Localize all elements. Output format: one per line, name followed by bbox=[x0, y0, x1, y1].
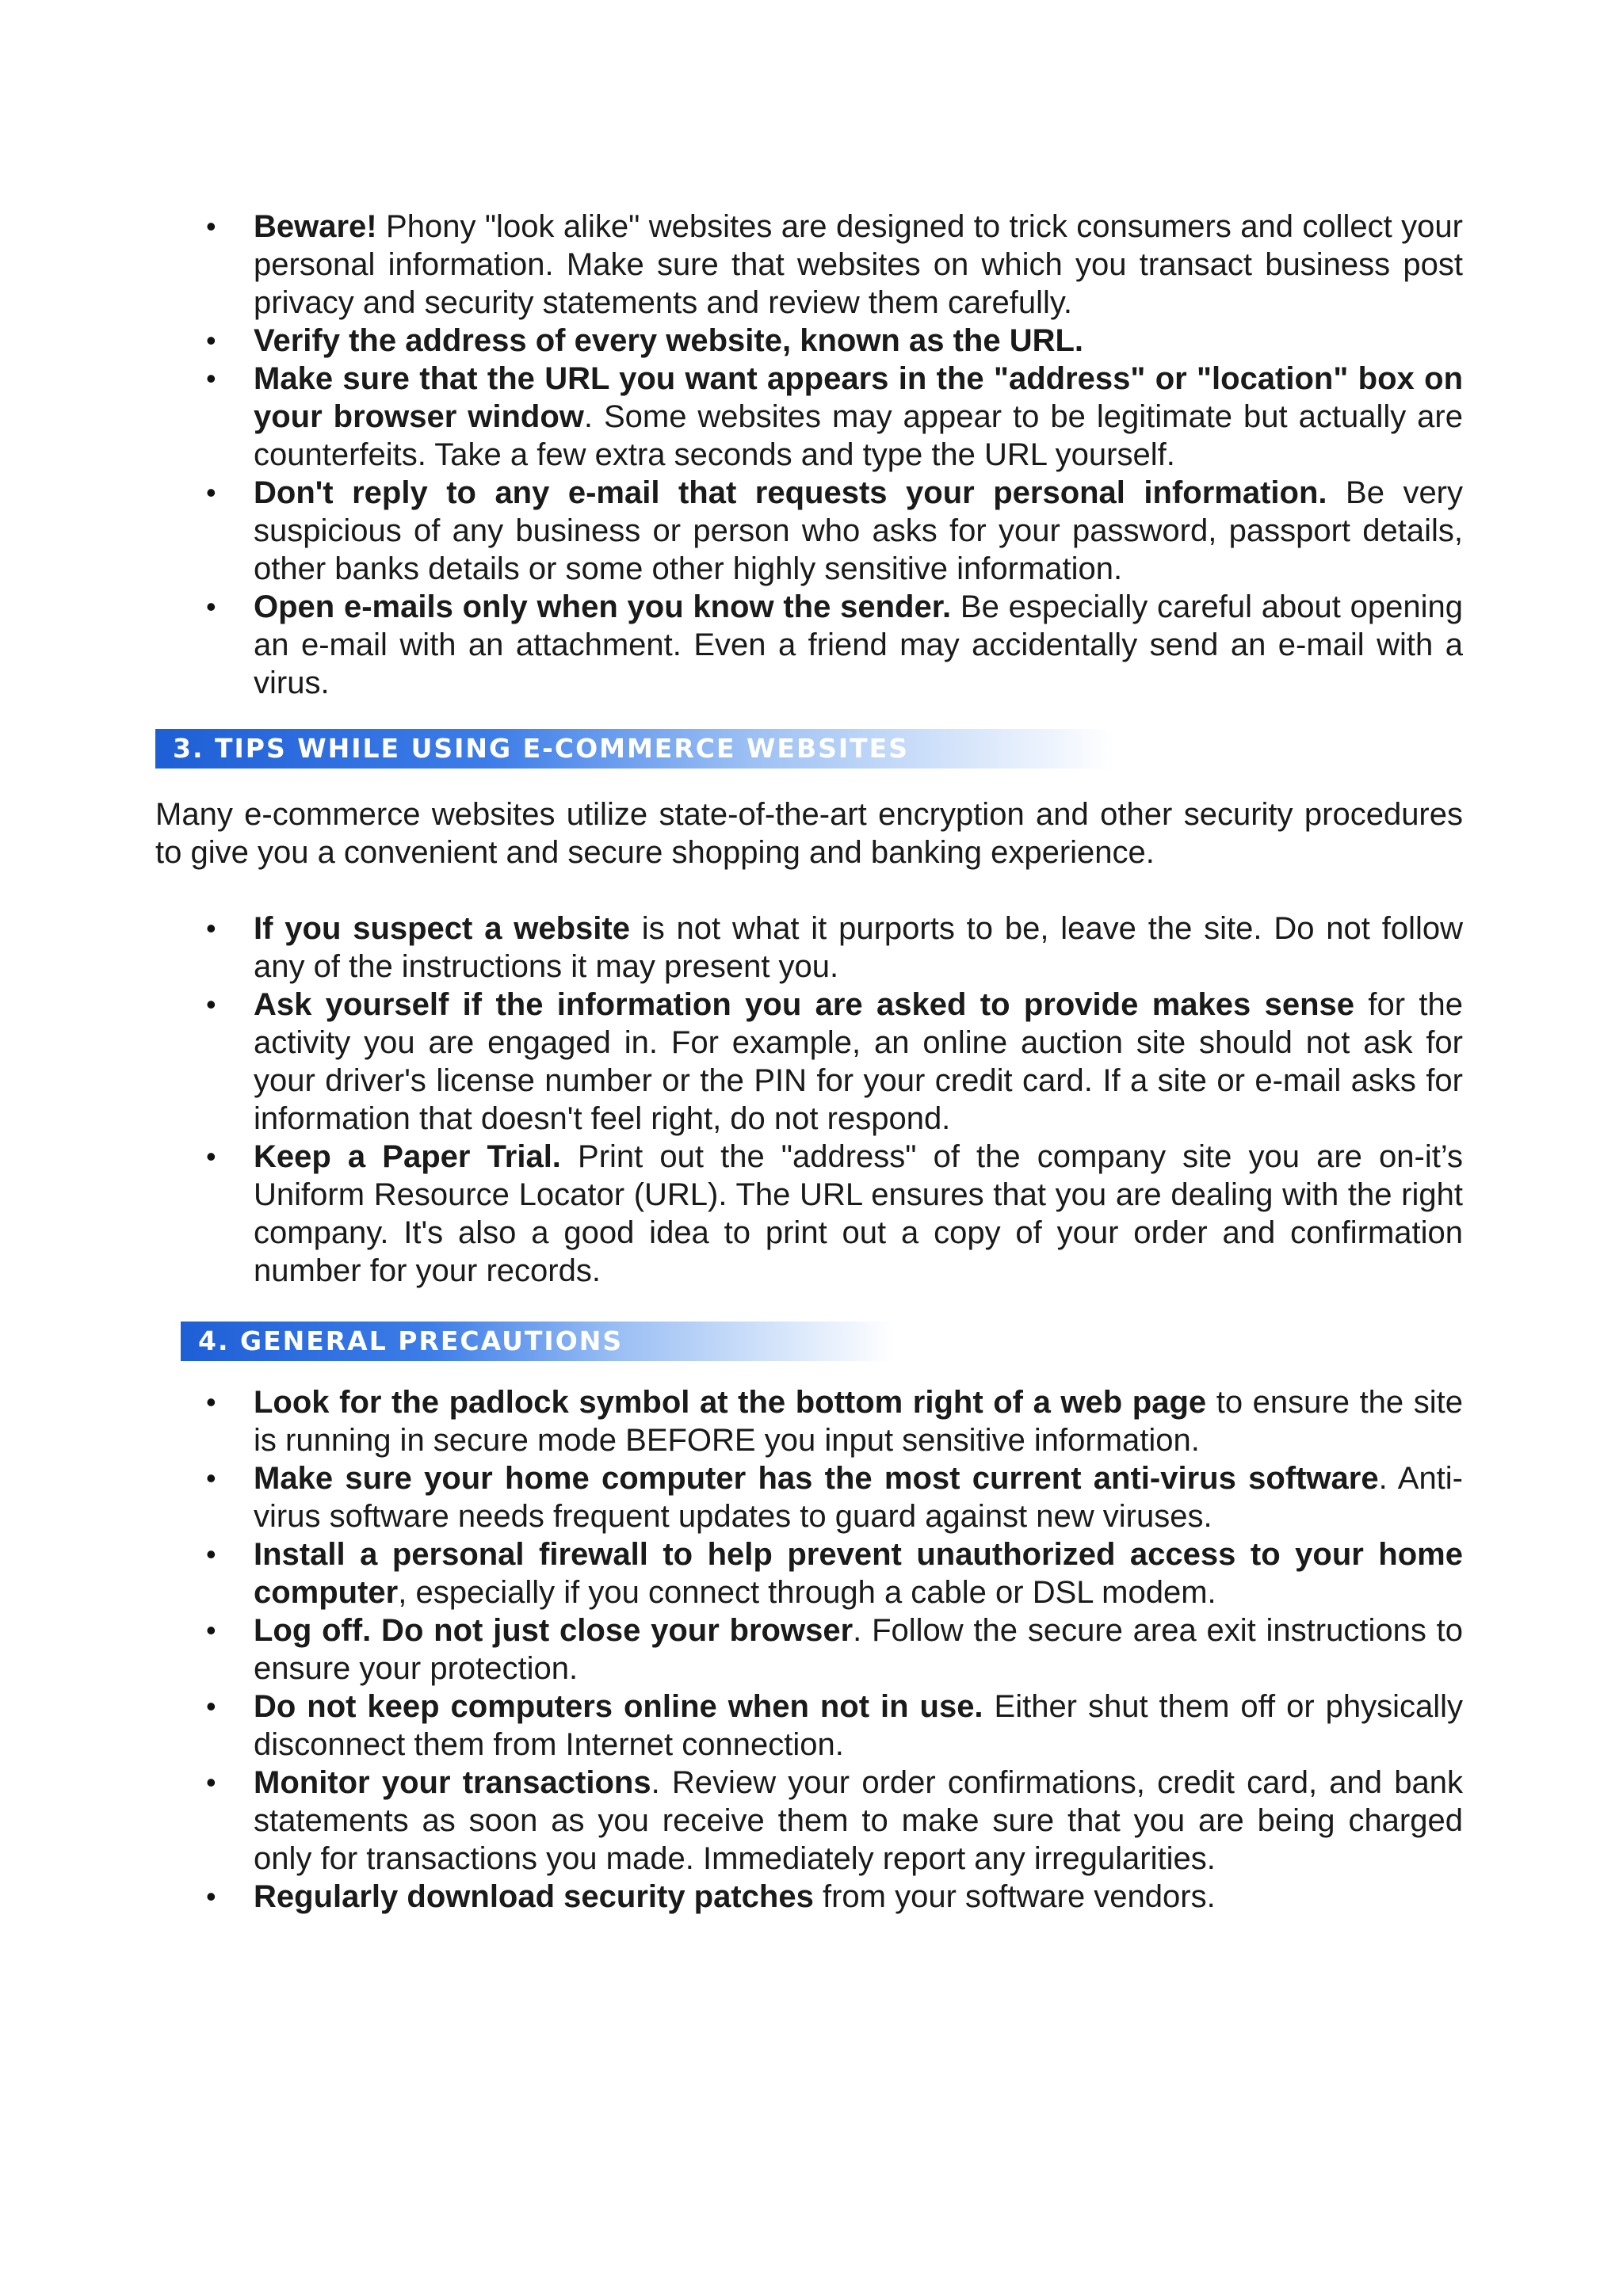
item-bold: Log off. Do not just close your browser bbox=[254, 1613, 854, 1648]
list-item bbox=[254, 322, 1463, 360]
item-text: Be very suspicious of any business or person who asks for your password, passport details, other banks details or some other highly sensitive information. bbox=[254, 475, 1464, 586]
section-4-heading: 4. GENERAL PRECAUTIONS bbox=[181, 1322, 894, 1361]
item-bold: Ask yourself if the information you are asked to provide makes sense bbox=[254, 987, 1355, 1022]
item-bold: Open e-mails only when you know the sender. bbox=[254, 589, 952, 624]
item-text: , especially if you connect through a cable or DSL modem. bbox=[398, 1575, 1216, 1610]
list-item bbox=[254, 474, 1463, 588]
item-bold: Don't reply to any e-mail that requests your personal information. bbox=[254, 475, 1327, 510]
item-bold: Regularly download security patches bbox=[254, 1879, 814, 1914]
item-text: . Some websites may appear to be legitimate but actually are counterfeits. Take a few extra seconds and type the URL yourself. bbox=[254, 399, 1463, 472]
item-text: from your software vendors. bbox=[813, 1879, 1216, 1914]
list-item bbox=[254, 208, 1463, 322]
list-item bbox=[254, 1383, 1463, 1459]
item-text: to ensure the site is running in secure mode BEFORE you input sensitive information. bbox=[254, 1385, 1464, 1458]
item-text: Phony "look alike" websites are designed to trick consumers and collect your personal information. Make sure that websites on which you transact business post privacy and security statements and review them carefully. bbox=[254, 209, 1463, 320]
item-bold: Make sure that the URL you want appears in the "address" or "location" box on your browser window bbox=[254, 361, 1463, 434]
item-bold: Verify the address of every website, known as the URL. bbox=[254, 323, 1084, 358]
item-text: is not what it purports to be, leave the site. Do not follow any of the instructions it may present you. bbox=[254, 911, 1463, 984]
section-3-heading: 3. TIPS WHILE USING E-COMMERCE WEBSITES bbox=[155, 729, 1114, 769]
item-text: for the activity you are engaged in. For example, an online auction site should not ask for your driver's license number or the PIN for your credit card. If a site or e-mail asks for information that doesn't feel right, do not respond. bbox=[254, 987, 1463, 1136]
list-item bbox=[254, 986, 1463, 1138]
top-bullet-list bbox=[254, 208, 1463, 702]
item-bold: Install a personal firewall to help prevent unauthorized access to your home computer bbox=[254, 1537, 1463, 1610]
list-item bbox=[254, 1459, 1463, 1535]
item-text: Be especially careful about opening an e-mail with an attachment. Even a friend may accidentally send an e-mail with a virus. bbox=[254, 589, 1463, 700]
item-text: . Follow the secure area exit instructions to ensure your protection. bbox=[254, 1613, 1463, 1686]
item-text: . Review your order confirmations, credit card, and bank statements as soon as you receive them to make sure that you are being charged only for transactions you made. Immediately report any irregularities. bbox=[254, 1765, 1463, 1876]
list-item bbox=[254, 1764, 1463, 1878]
list-item bbox=[254, 1611, 1463, 1688]
item-bold: Make sure your home computer has the most current anti-virus software bbox=[254, 1461, 1379, 1496]
item-bold: Do not keep computers online when not in use. bbox=[254, 1689, 983, 1724]
item-text: . Anti-virus software needs frequent updates to guard against new viruses. bbox=[254, 1461, 1464, 1534]
item-bold: Beware! bbox=[254, 209, 377, 244]
item-text: Print out the "address" of the company site you are on-it’s Uniform Resource Locator (URL). The URL ensures that you are dealing with the right company. It's also a good idea to print out a copy of your order and confirmation number for your records. bbox=[254, 1139, 1464, 1288]
item-bold: If you suspect a website bbox=[254, 911, 630, 946]
list-item bbox=[254, 360, 1463, 474]
item-bold: Keep a Paper Trial. bbox=[254, 1139, 561, 1174]
list-item bbox=[254, 1688, 1463, 1764]
list-item bbox=[254, 910, 1463, 986]
section-4-bullet-list bbox=[254, 1383, 1463, 1916]
list-item bbox=[254, 1878, 1463, 1916]
item-bold: Monitor your transactions bbox=[254, 1765, 651, 1800]
section-3-bullet-list bbox=[254, 910, 1463, 1290]
list-item bbox=[254, 1535, 1463, 1611]
list-item bbox=[254, 588, 1463, 702]
item-text: Either shut them off or physically disconnect them from Internet connection. bbox=[254, 1689, 1464, 1762]
section-3-intro: Many e-commerce websites utilize state-of-the-art encryption and other security procedures to give you a convenient and secure shopping and banking experience. bbox=[155, 797, 1463, 870]
list-item bbox=[254, 1138, 1463, 1290]
item-bold: Look for the padlock symbol at the bottom right of a web page bbox=[254, 1385, 1207, 1420]
